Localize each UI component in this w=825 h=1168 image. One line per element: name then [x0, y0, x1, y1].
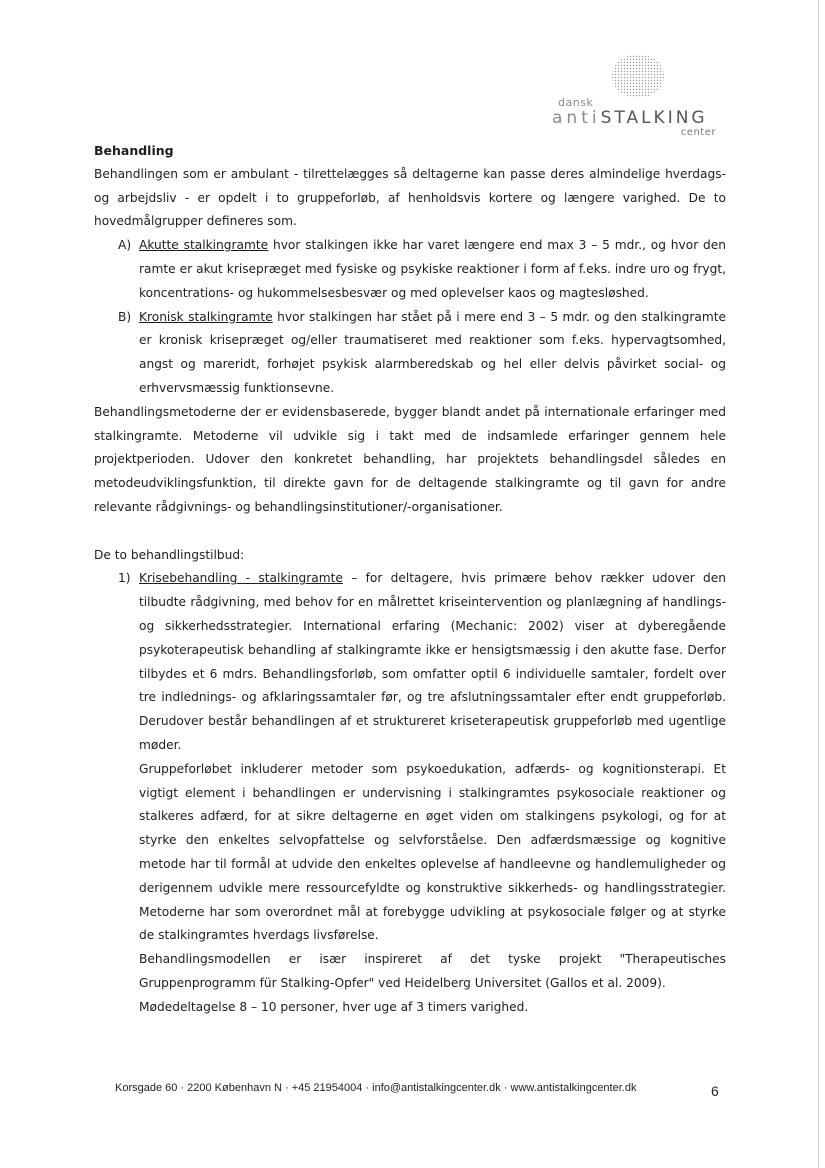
target-group-item: [94, 306, 726, 401]
logo-center-text: center: [680, 127, 716, 138]
intro-paragraph: Behandlingen som er ambulant - tilrettelægges så deltagerne kan passe deres almindelige hverdags- og arbejdsliv - er opdelt i to gruppeforløb, af henholdsvis kortere og længere varighed. De to hovedmålgrupper defineres som.: [94, 166, 726, 229]
offer-term: Krisebehandling - stalkingramte: [139, 571, 343, 586]
logo-dot-globe-icon: [608, 52, 668, 102]
logo-main-text: [552, 108, 708, 128]
list-marker: 1): [118, 571, 131, 586]
group-term: Kronisk stalkingramte: [139, 309, 273, 324]
target-groups-list: [94, 234, 726, 401]
model-paragraph: Behandlingsmodellen er især inspireret af det tyske projekt "Therapeutisches Gruppenprogramm für Stalking-Opfer" ved Heidelberg Universitet (Gallos et al. 2009).: [139, 952, 726, 990]
methods-paragraph: Behandlingsmetoderne der er evidensbaserede, bygger blandt andet på internationale erfaringer med stalkingramte. Metoderne vil udvikle sig i takt med de indsamlede erfaringer gennem hele projektperioden. Udover den konkretet behandling, har projektets behandlingsdel således en metodeudviklingsfunktion, til direkte gavn for de deltagende stalkingramte og til gavn for andre relevante rådgivnings- og behandlingsinstitutioner/-organisationer.: [94, 404, 726, 514]
list-marker: B): [118, 309, 132, 324]
page-number: 6: [711, 1083, 719, 1099]
offer-item: [94, 567, 726, 757]
group-term: Akutte stalkingramte: [139, 238, 269, 253]
logo-dansk-text: dansk: [558, 96, 594, 109]
meeting-paragraph: Mødedeltagelse 8 – 10 personer, hver uge af 3 timers varighed.: [139, 999, 529, 1014]
group-text: hvor stalkingen har stået på i mere end 3 – 5 mdr. og den stalkingramte er kronisk krisepræget og/eller traumatiseret med reaktioner som f.eks. hypervagtsomhed, angst og mareridt, forhøjet psykisk alarmberedskab og hel eller delvis påvirket social- og erhvervsmæssig funktionsevne.: [139, 309, 726, 395]
offer-text: – for deltagere, hvis primære behov rækker udover den tilbudte rådgivning, med behov for en målrettet kriseintervention og planlægning af handlings- og sikkerhedsstrategier. International erfaring (Mechanic: 2002) viser at dyberegående psykoterapeutisk behandling af stalkingramte ikke er hensigtsmæssig i den akutte fase. Derfor tilbydes et 6 mdrs. Behandlingsforløb, som omfatter optil 6 individuelle samtaler, fordelt over tre indlednings- og afklaringssamtaler før, og tre afslutningssamtaler efter endt gruppeforløb. Derudover består behandlingen af et struktureret kriseterapeutisk gruppeforløb med ugentlige møder.: [139, 571, 726, 752]
logo: [552, 52, 722, 142]
logo-stalking: STALKING: [600, 108, 708, 128]
logo-prefix: anti: [552, 108, 601, 128]
offers-list: [94, 567, 726, 757]
footer-contact: Korsgade 60 · 2200 København N · +45 21954004 · info@antistalkingcenter.dk · www.antistalkingcenter.dk: [115, 1082, 637, 1094]
list-marker: A): [118, 238, 132, 253]
document-body: [94, 139, 726, 1019]
target-group-item: [94, 234, 726, 305]
group-paragraph: Gruppeforløbet inkluderer metoder som psykoedukation, adfærds- og kognitionsterapi. Et vigtigt element i behandlingen er undervisning i stalkingramtes psykosociale reaktioner og stalkeres adfærd, for at sikre deltagerne en øget viden om stalkingens psykologi, og for at styrke den enkeltes selvopfattelse og selvforståelse. Den adfærdsmæssige og kognitive metode har til formål at udvide den enkeltes oplevelse af handleevne og handlemuligheder og derigennem udvikle mere ressourcefyldte og konstruktive sikkerheds- og handlingsstrategier. Metoderne har som overordnet mål at forebygge udvikling at psykosociale følger og at styrke de stalkingramtes hverdags livsførelse.: [139, 761, 726, 943]
scan-edge-line: [818, 0, 819, 1168]
offers-intro: De to behandlingstilbud:: [94, 547, 245, 562]
spacer: [94, 520, 726, 544]
group-text: hvor stalkingen ikke har varet længere end max 3 – 5 mdr., og hvor den ramte er akut krisepræget med fysiske og psykiske reaktioner i form af f.eks. indre uro og frygt, koncentrations- og hukommelsesbesvær og med oplevelser kaos og magtesløshed.: [139, 238, 727, 300]
section-heading: Behandling: [94, 143, 174, 158]
